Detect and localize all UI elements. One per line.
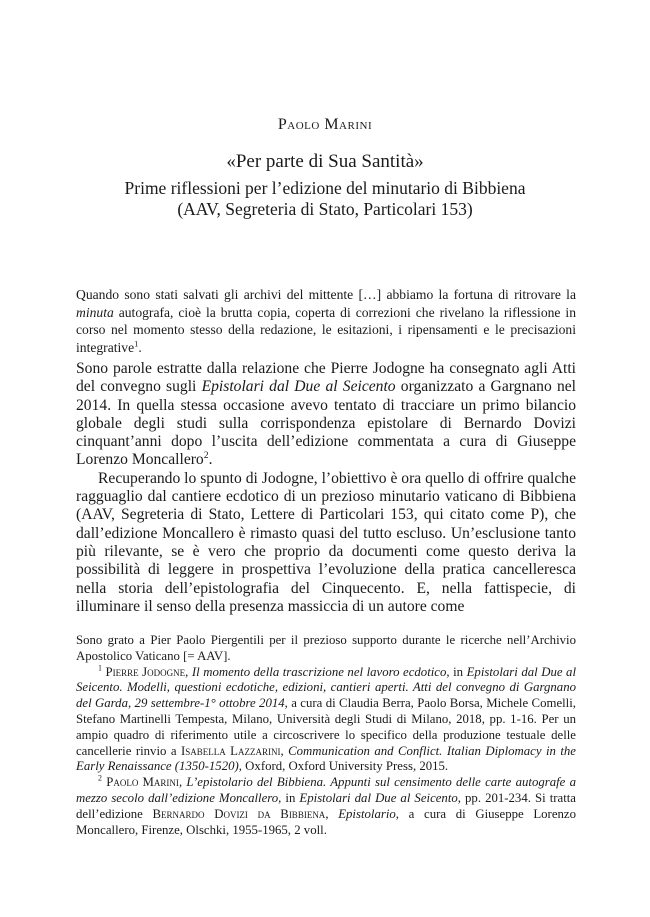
- citation-title: L’epistolario del Bibbiena. Appunti sul censimento delle carte autografe a mezzo secolo dall’edizione Moncallero: [76, 775, 576, 805]
- citation-author: Isabella Lazzarini: [180, 743, 281, 758]
- citation-text: , in: [446, 664, 467, 679]
- footnote-2: [76, 775, 576, 838]
- citation-text: ,: [178, 775, 187, 790]
- citation-title: Communication and Conflict. Italian Diplomacy in the Early Renaissance (1350-1520): [76, 743, 576, 774]
- subtitle-line-2: (AAV, Segreteria di Stato, Particolari 153): [177, 199, 473, 219]
- epigraph-text: autografa, cioè la brutta copia, coperta di correzioni che rivelano la riflessione in corso nel momento stesso della redazione, le esitazioni, i ripensamenti e le precisazioni integrative: [76, 304, 576, 355]
- citation-author: Paolo Marini: [106, 775, 179, 790]
- epigraph-italic: minuta: [76, 304, 114, 320]
- author-name: Paolo Marini: [277, 116, 373, 133]
- footnote-ref-2[interactable]: 2: [203, 450, 209, 462]
- paragraph-text: Sono parole estratte dalla relazione che Pierre Jodogne ha consegnato agli Atti del convegno sugli: [76, 360, 576, 396]
- footnote-number: 2: [98, 773, 102, 783]
- citation-text: ,: [280, 743, 289, 758]
- citation-title: Epistolario: [338, 806, 396, 821]
- epigraph-text: .: [138, 339, 142, 355]
- epigraph-quote: [76, 286, 576, 356]
- acknowledgement-note: Sono grato a Pier Paolo Piergentili per il prezioso supporto durante le ricerche nell’Archivio Apostolico Vaticano [= AAV].: [76, 633, 576, 663]
- citation-text: ,: [325, 806, 339, 821]
- citation-title: Epistolari dal Due al Seicento. Modelli, questioni ecdotiche, edizioni, cantieri aperti. Atti del convegno di Gargnano del Garda, 29 settembre-1° ottobre 2014: [76, 664, 577, 711]
- citation-text: , pp. 201-234. Si tratta dell’edizione: [76, 790, 576, 821]
- article-subtitle: [0, 178, 650, 220]
- body-text: [76, 360, 576, 616]
- footnotes: [76, 633, 576, 838]
- paragraph-text: .: [208, 451, 213, 469]
- footnote-1: [76, 665, 576, 776]
- footnote-ref-1[interactable]: 1: [134, 338, 139, 349]
- citation-text: , Oxford, Oxford University Press, 2015.: [238, 759, 449, 774]
- subtitle-line-1: Prime riflessioni per l’edizione del minutario di Bibbiena: [124, 178, 526, 198]
- citation-text: , a cura di Claudia Berra, Paolo Borsa, Michele Comelli, Stefano Martinelli Tempesta, Milano, Università degli Studi di Milano, 2018, pp. 1-16. Per un ampio quadro di riferimento utile a circoscrivere lo specifico della produzione testuale delle cancellerie rinvio a: [76, 696, 576, 758]
- citation-author: Bernardo Dovizi da Bibbiena: [152, 806, 326, 821]
- paragraph-2: Recuperando lo spunto di Jodogne, l’obiettivo è ora quello di offrire qualche ragguaglio dal cantiere ecdotico di un prezioso minutario vaticano di Bibbiena (AAV, Segreteria di Stato, Lettere di Particolari 153, qui citato come P), che dall’edizione Moncallero è rimasto quasi del tutto escluso. Un’esclusione tanto più rilevante, se è vero che proprio da documenti come questo deriva la possibilità di leggere in prospettiva l’evoluzione della pratica cancelleresca nella storia dell’epistolografia del Cinquecento. E, nella fattispecie, di illuminare il senso della presenza massiccia di un autore come: [76, 469, 576, 615]
- footnote-number: 1: [98, 663, 102, 673]
- citation-title: Il momento della trascrizione nel lavoro ecdotico: [191, 664, 447, 679]
- paragraph-text: organizzato a Gargnano nel 2014. In quella stessa occasione avevo tentato di tracciare un primo bilancio globale degli studi sulla corrispondenza epistolare di Bernardo Dovizi cinquant’anni dopo l’uscita dell’edizione commentata a cura di Giuseppe Lorenzo Moncallero: [76, 378, 577, 469]
- paragraph-italic: Epistolari dal Due al Seicento: [201, 378, 396, 396]
- citation-text: ,: [185, 664, 192, 679]
- citation-author: Pierre Jodogne: [105, 664, 186, 679]
- citation-text: , a cura di Giuseppe Lorenzo Moncallero, Firenze, Olschki, 1955-1965, 2 voll.: [76, 806, 576, 837]
- citation-text: , in: [278, 790, 300, 805]
- epigraph-text: Quando sono stati salvati gli archivi del mittente […] abbiamo la fortuna di ritrovare la: [76, 287, 576, 302]
- citation-title: Epistolari dal Due al Seicento: [299, 790, 458, 805]
- paragraph-1: [76, 360, 576, 470]
- article-title: «Per parte di Sua Santità»: [226, 151, 424, 172]
